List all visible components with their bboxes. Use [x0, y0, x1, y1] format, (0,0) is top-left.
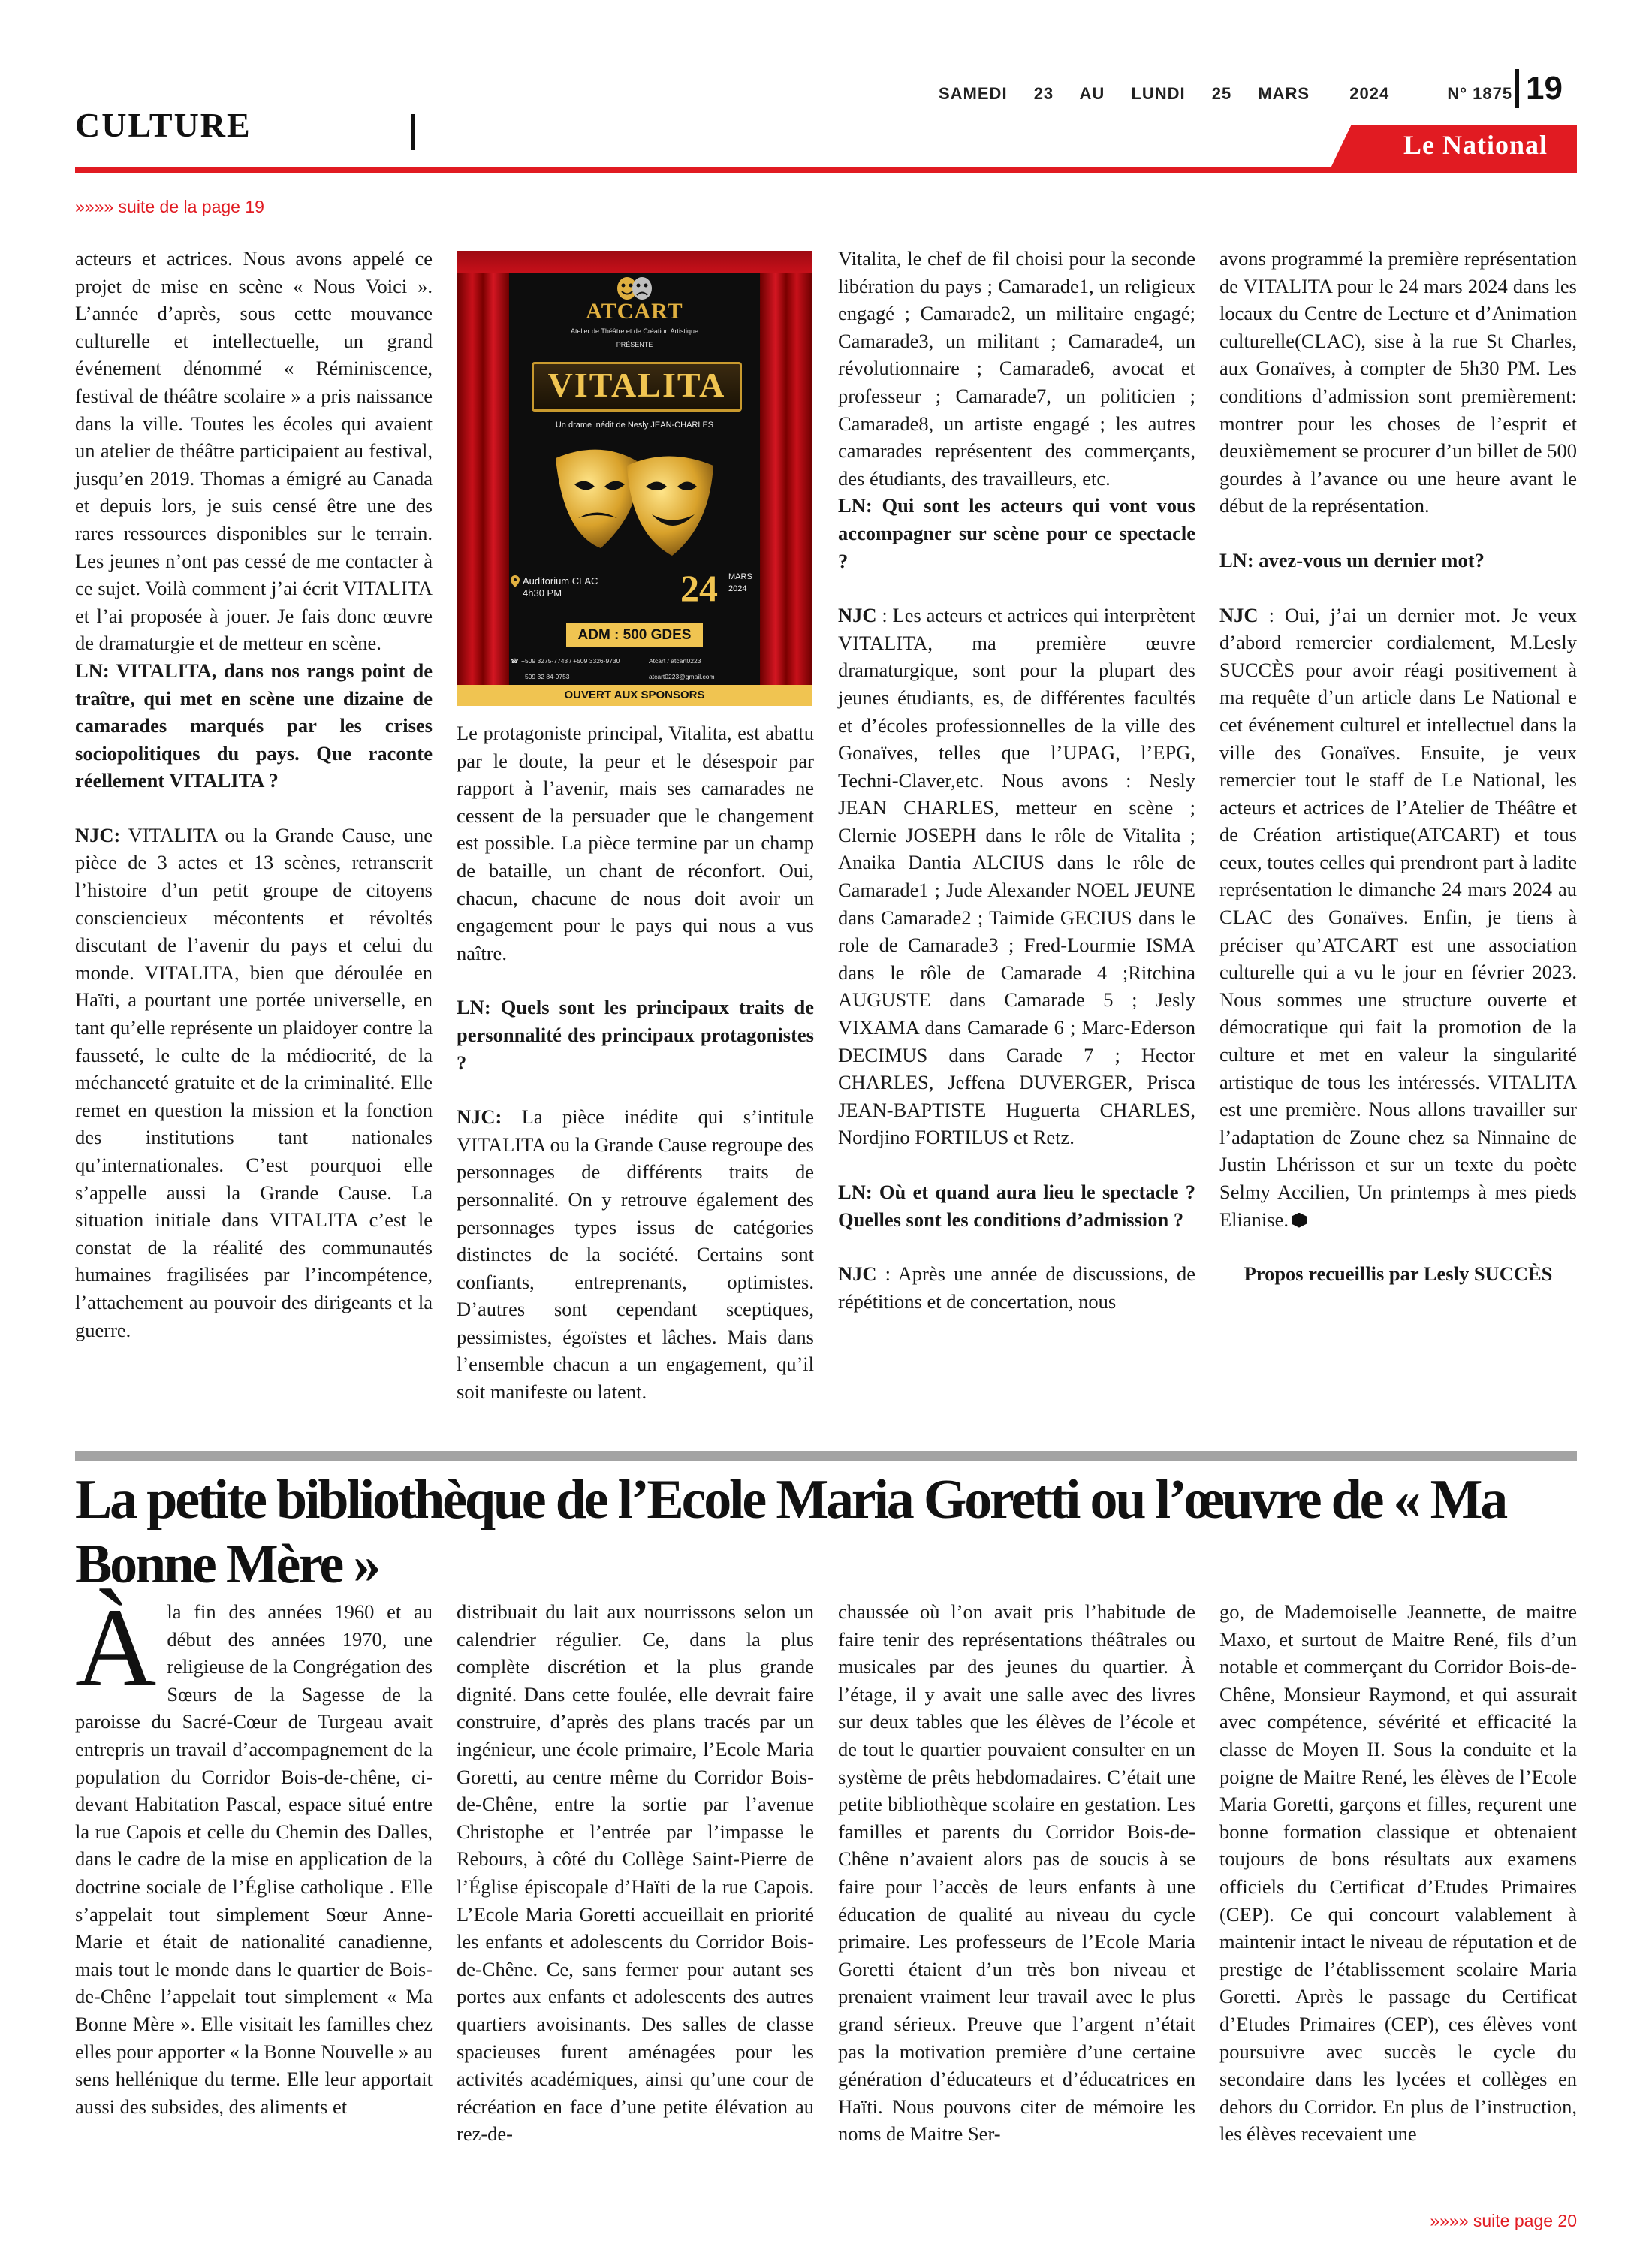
poster-admission: ADM : 500 GDES — [566, 623, 703, 647]
answer: NJC : Oui, j’ai un dernier mot. Je veux d’abord remercier cordialement, M.Lesly SUCCÈS pour avoir réagi positivement à ma requête d’un article dans Le National e cet événement culturel et intellectuel dans la ville des Gonaïves. Ensuite, je veux remercier tout le staff de Le National, les acteurs et actrices de l’Atelier de Théâtre et de Création artistique(ATCART) et tous ceux, toutes celles qui prendront part à ladite représentation le dimanche 24 mars 2024 au CLAC des Gonaïves. Enfin, je tiens à préciser qu’ATCART est une association culturelle qui a vu le jour en février 2023. Nous sommes une structure ouverte et démocratique qui fait la promotion de la culture et met en valeur la singularité artistique de tous les intéressés. VITALITA est une première. Nous allons travailler sur l’adaptation de Zoune chez sa Ninnaine de Justin Lhérisson et sur un texte du poète Selmy Accilien, Un printemps à mes pieds Elianise. — [1219, 603, 1577, 1231]
email: atcart0223@gmail.com — [649, 673, 715, 680]
header-divider — [1515, 69, 1519, 108]
golden-masks-icon — [548, 443, 721, 563]
event-poster — [457, 251, 812, 706]
poster-brand-sub: Atelier de Théâtre et de Création Artistique PRÉSENTE — [571, 327, 698, 348]
poster-day: 24 — [680, 567, 718, 609]
day-end: LUNDI — [1131, 84, 1186, 103]
article2-column-3 — [838, 1598, 1195, 2148]
paragraph: avons programmé la première représentation de VITALITA pour le 24 mars 2024 dans les locaux du Centre de Lecture et d’Animation culturelle(CLAC), sise à la rue St Charles, aux Gonaïves, à compter de 5h30 PM. Les conditions d’admission sont premièrement: montrer pour les choses de l’esprit et deuxièmement se procurer d’un billet de 500 gourdes à l’avance ou une heure avant le début de la représentation. — [1219, 247, 1577, 517]
poster-subtitle: Un drame inédit de Nesly JEAN-CHARLES — [555, 421, 714, 430]
theatre-masks-logo-icon — [612, 276, 657, 300]
section-title: CULTURE — [75, 106, 252, 144]
answer: NJC: VITALITA ou la Grande Cause, une pièce de 3 actes et 13 scènes, retranscrit l’histoire d’un petit groupe de citoyens consciencieux mécontents et révoltés discutant de l’avenir du pays et celui du monde. VITALITA, bien que déroulée en Haïti, a pourtant une portée universelle, en tant qu’elle représente un plaidoyer contre la fausseté, le culte de la médiocrité, de la méchanceté gratuite et de la criminalité. Elle remet en question la mission et la fonction des institutions tant nationales qu’internationales. C’est pourquoi elle s’appelle aussi la Grande Cause. La situation initiale dans VITALITA c’est le constat de la réalité des communautés humaines fragilisées par l’incompétence, l’attachement au pouvoir des dirigeants et la guerre. — [75, 823, 433, 1341]
section-divider — [411, 114, 415, 150]
poster-contacts: ☎ +509 3275-7743 / +509 3326-9730 +509 32 84-9753 Atcart / atcart0223 atcart0223@gmail.com — [511, 657, 715, 680]
question: LN: VITALITA, dans nos rangs point de traître, qui met en scène une dizaine de camarades marqués par les crises sociopolitiques du pays. Que raconte réellement VITALITA ? — [75, 659, 433, 792]
issue-number: N° 1875 — [1447, 84, 1513, 103]
continued-from: »»»» suite de la page 19 — [75, 197, 264, 216]
poster-month-year: MARS 2024 — [728, 572, 752, 593]
paragraph: Vitalita, le chef de fil choisi pour la seconde libération du pays ; Camarade1, un religieux engagé ; Camarade2, un militaire engagé; Camarade3, un militant ; Camarade4, un révolutionnaire ; Camarade6, avocat et professeur ; Camarade7, un politicien ; Camarade8, un artiste engagé ; les autres camarades représentent des commerçants, des étudiants, des travailleurs, etc. — [838, 247, 1195, 490]
question: LN: Où et quand aura lieu le spectacle ? Quelles sont les conditions d’admission ? — [838, 1181, 1195, 1231]
article2-column-4 — [1219, 1598, 1577, 2148]
paragraph: acteurs et actrices. Nous avons appelé ce projet de mise en scène « Nous Voici ». L’année d’après, sous cette mouvance culturelle et intellectuelle, un grand événement dénommé « Réminiscence, festival de théâtre scolaire » a pris naissance dans la ville. Toutes les écoles qui avaient un atelier de théâtre participaient au festival, jusqu’en 2019. Thomas a émigré au Canada et depuis lors, je suis censé être une des rares ressources disponibles sur le terrain. Les jeunes n’ont pas cessé de me contacter à ce sujet. Voilà comment j’ai écrit VITALITA et l’ai proposée à jouer. Je fais donc œuvre de dramaturgie et de metteur en scène. — [75, 247, 433, 655]
range-word: AU — [1079, 84, 1105, 103]
article2-column-1 — [75, 1585, 433, 2120]
poster-brand: ATCART — [586, 299, 683, 324]
issue-dateline — [939, 84, 1513, 104]
article1-column-1 — [75, 245, 433, 1344]
header-rule — [75, 167, 1577, 173]
article2-column-2 — [457, 1598, 814, 2148]
phone-icon: ☎ — [511, 657, 519, 665]
paragraph: go, de Mademoiselle Jeannette, de maitre Maxo, et surtout de Maitre René, fils d’un notable et commerçant du Corridor Bois-de-Chêne, Monsieur Raymond, et qui assurait avec compétence, sévérité et efficacité la classe de Moyen II. Sous la conduite et la poigne de Maitre René, les élèves de l’Ecole Maria Goretti, garçons et filles, reçurent une bonne formation classique et obtenaient toujours de bons résultats aux examens officiels du Certificat d’Etudes Primaires (CEP). Ce qui concourt valablement à maintenir intact le niveau de réputation et de prestige de l’établissement scolaire Maria Goretti. Après le passage du Certificat d’Etudes Primaires (CEP), ces élèves vont poursuivre avec succès le cycle du secondaire dans les lycées et collèges en dehors du Corridor. En plus de l’instruction, les élèves recevaient une — [1219, 1600, 1577, 2146]
end-of-article-icon — [1292, 1213, 1307, 1228]
article1-column-4 — [1219, 245, 1577, 1288]
masthead-title: Le National — [1403, 130, 1548, 160]
answer: NJC : Les acteurs et actrices qui interprètent VITALITA, ma première œuvre dramaturgique, sont pour la plupart des jeunes étudiants, es, de différentes facultés et d’écoles professionnelles de la ville des Gonaïves, telles que l’UPAG, l’EPG, Techni-Claver,etc. Nous avons : Nesly JEAN CHARLES, metteur en scène ; Clernie JOSEPH dans le rôle de Vitalita ; Anaika Dantia ALCIUS dans le rôle de Camarade1 ; Jude Alexander NOEL JEUNE dans Camarade2 ; Taimide GECIUS dans le role de Camarade3 ; Fred-Lourmie ISMA dans le rôle de Camarade 4 ;Ritchina AUGUSTE dans Camarade 5 ; Jesly VIXAMA dans Camarade 6 ; Marc-Ederson DECIMUS dans Carade 7 ; Hector CHARLES, Jeffena DUVERGER, Prisca JEAN-BAPTISTE Huguerta CHARLES, Nordjino FORTILUS et Retz. — [838, 604, 1195, 1149]
article2-headline: La petite bibliothèque de l’Ecole Maria Goretti ou l’œuvre de « Ma Bonne Mère » — [75, 1469, 1506, 1595]
year: 2024 — [1349, 84, 1390, 103]
question: LN: Qui sont les acteurs qui vont vous accompagner sur scène pour ce spectacle ? — [838, 494, 1195, 572]
question: LN: avez-vous un dernier mot? — [1219, 548, 1485, 572]
question: LN: Quels sont les principaux traits de personnalité des principaux protagonistes ? — [457, 996, 814, 1074]
paragraph: Le protagoniste principal, Vitalita, est abattu par le doute, la peur et le désespoir par rapport à l’avenir, mais ses camarades ne cessent de la persuader que le changement est possible. La pièce termine par un champ de bataille, un chant de réconfort. Oui, chacun, chacune de nous doit avoir un engagement pour le pays qui nous a vus naître. — [457, 722, 814, 964]
byline: Propos recueillis par Lesly SUCCÈS — [1244, 1262, 1553, 1286]
location-pin-icon — [511, 575, 520, 587]
poster-title: VITALITA — [547, 366, 726, 404]
page-number: 19 — [1526, 70, 1563, 107]
answer: NJC : Après une année de discussions, de répétitions et de concertation, nous — [838, 1262, 1195, 1313]
date-end: 25 — [1211, 84, 1232, 103]
article1-column-3 — [838, 245, 1195, 1315]
paragraph: chaussée où l’on avait pris l’habitude de faire tenir des représentations théâtrales ou musicales par des jeunes du quartier. À l’étage, il y avait une salle avec des livres sur deux tables que les élèves de l’école et de tout le quartier pouvaient consulter en un système de prêts hebdomadaires. C’était une petite bibliothèque scolaire en gestation. Les familles et parents du Corridor Bois-de-Chêne n’avaient alors pas de soucis à se faire pour l’accès de leurs enfants à une éducation de qualité au niveau du cycle primaire. Les professeurs de l’Ecole Maria Goretti étaient d’un très bon niveau et prenaient vraiment leur travail avec le plus grand sérieux. Preuve que l’argent n’était pas la motivation première d’une certaine génération d’éducateurs et d’éducatrices en Haïti. Nous pouvons citer de mémoire les noms de Maitre Ser- — [838, 1600, 1195, 2146]
date-start: 23 — [1033, 84, 1054, 103]
poster-sponsors: OUVERT AUX SPONSORS — [457, 685, 812, 706]
social-handle: Atcart / atcart0223 — [649, 657, 701, 665]
drop-cap: À — [75, 1585, 157, 1710]
poster-venue: Auditorium CLAC 4h30 PM — [523, 575, 598, 599]
answer: NJC: La pièce inédite qui s’intitule VITALITA ou la Grande Cause regroupe des personnages de différents traits de personnalité. On y retrouve également des personnages types issus de catégories distinctes de la société. Certains sont confiants, entreprenants, optimistes. D’autres sont cependant sceptiques, pessimistes, égoïstes et lâches. Mais dans l’ensemble chacun a un engagement, qu’il soit manifeste ou latent. — [457, 1105, 814, 1404]
month: MARS — [1258, 84, 1310, 103]
article1-column-2 — [457, 719, 814, 1406]
paragraph: la fin des années 1960 et au début des années 1970, une religieuse de la Congrégation des Sœurs de la Sagesse de la paroisse du Sacré-Cœur de Turgeau avait entrepris un travail d’accompagnement de la population du Corridor Bois-de-chêne, ci-devant Habitation Pascal, espace situé entre la rue Capois et celle du Chemin des Dalles, dans le cadre de la mise en application de la doctrine sociale de l’Église catholique . Elle s’appelait tout simplement Sœur Anne-Marie et était de nationalité canadienne, mais tout le monde dans le quartier de Bois-de-Chêne l’appelait tout simplement « Ma Bonne Mère ». Elle visitait les familles chez elles pour apporter « la Bonne Nouvelle » au sens hellénique du terme. Elle leur apportait aussi des subsides, des aliments et — [75, 1600, 433, 2118]
paragraph: distribuait du lait aux nourrissons selon un calendrier régulier. Ce, dans la plus complète discrétion et la plus grande dignité. Dans cette foulée, elle devrait faire construire, d’après des plans tracés par un ingénieur, une école primaire, l’Ecole Maria Goretti, au centre même du Corridor Bois-de-Chêne, entre la sortie par l’avenue Christophe et l’entrée par l’impasse le Rebours, à côté du Collège Saint-Pierre de l’Église épiscopale d’Haïti de la rue Capois. L’Ecole Maria Goretti accueillait en priorité les enfants et adolescents du Corridor Bois-de-Chêne. Ce, sans fermer pour autant ses portes aux enfants et adolescents des autres quartiers avoisinants. Des salles de classe spacieuses furent aménagées pour les activités académiques, ainsi qu’une cour de récréation en face d’une petite élévation au rez-de- — [457, 1600, 814, 2146]
continued-to: »»»» suite page 20 — [1430, 2211, 1577, 2230]
day-start: SAMEDI — [939, 84, 1008, 103]
article-separator — [75, 1451, 1577, 1461]
curtain-valance — [457, 251, 812, 273]
